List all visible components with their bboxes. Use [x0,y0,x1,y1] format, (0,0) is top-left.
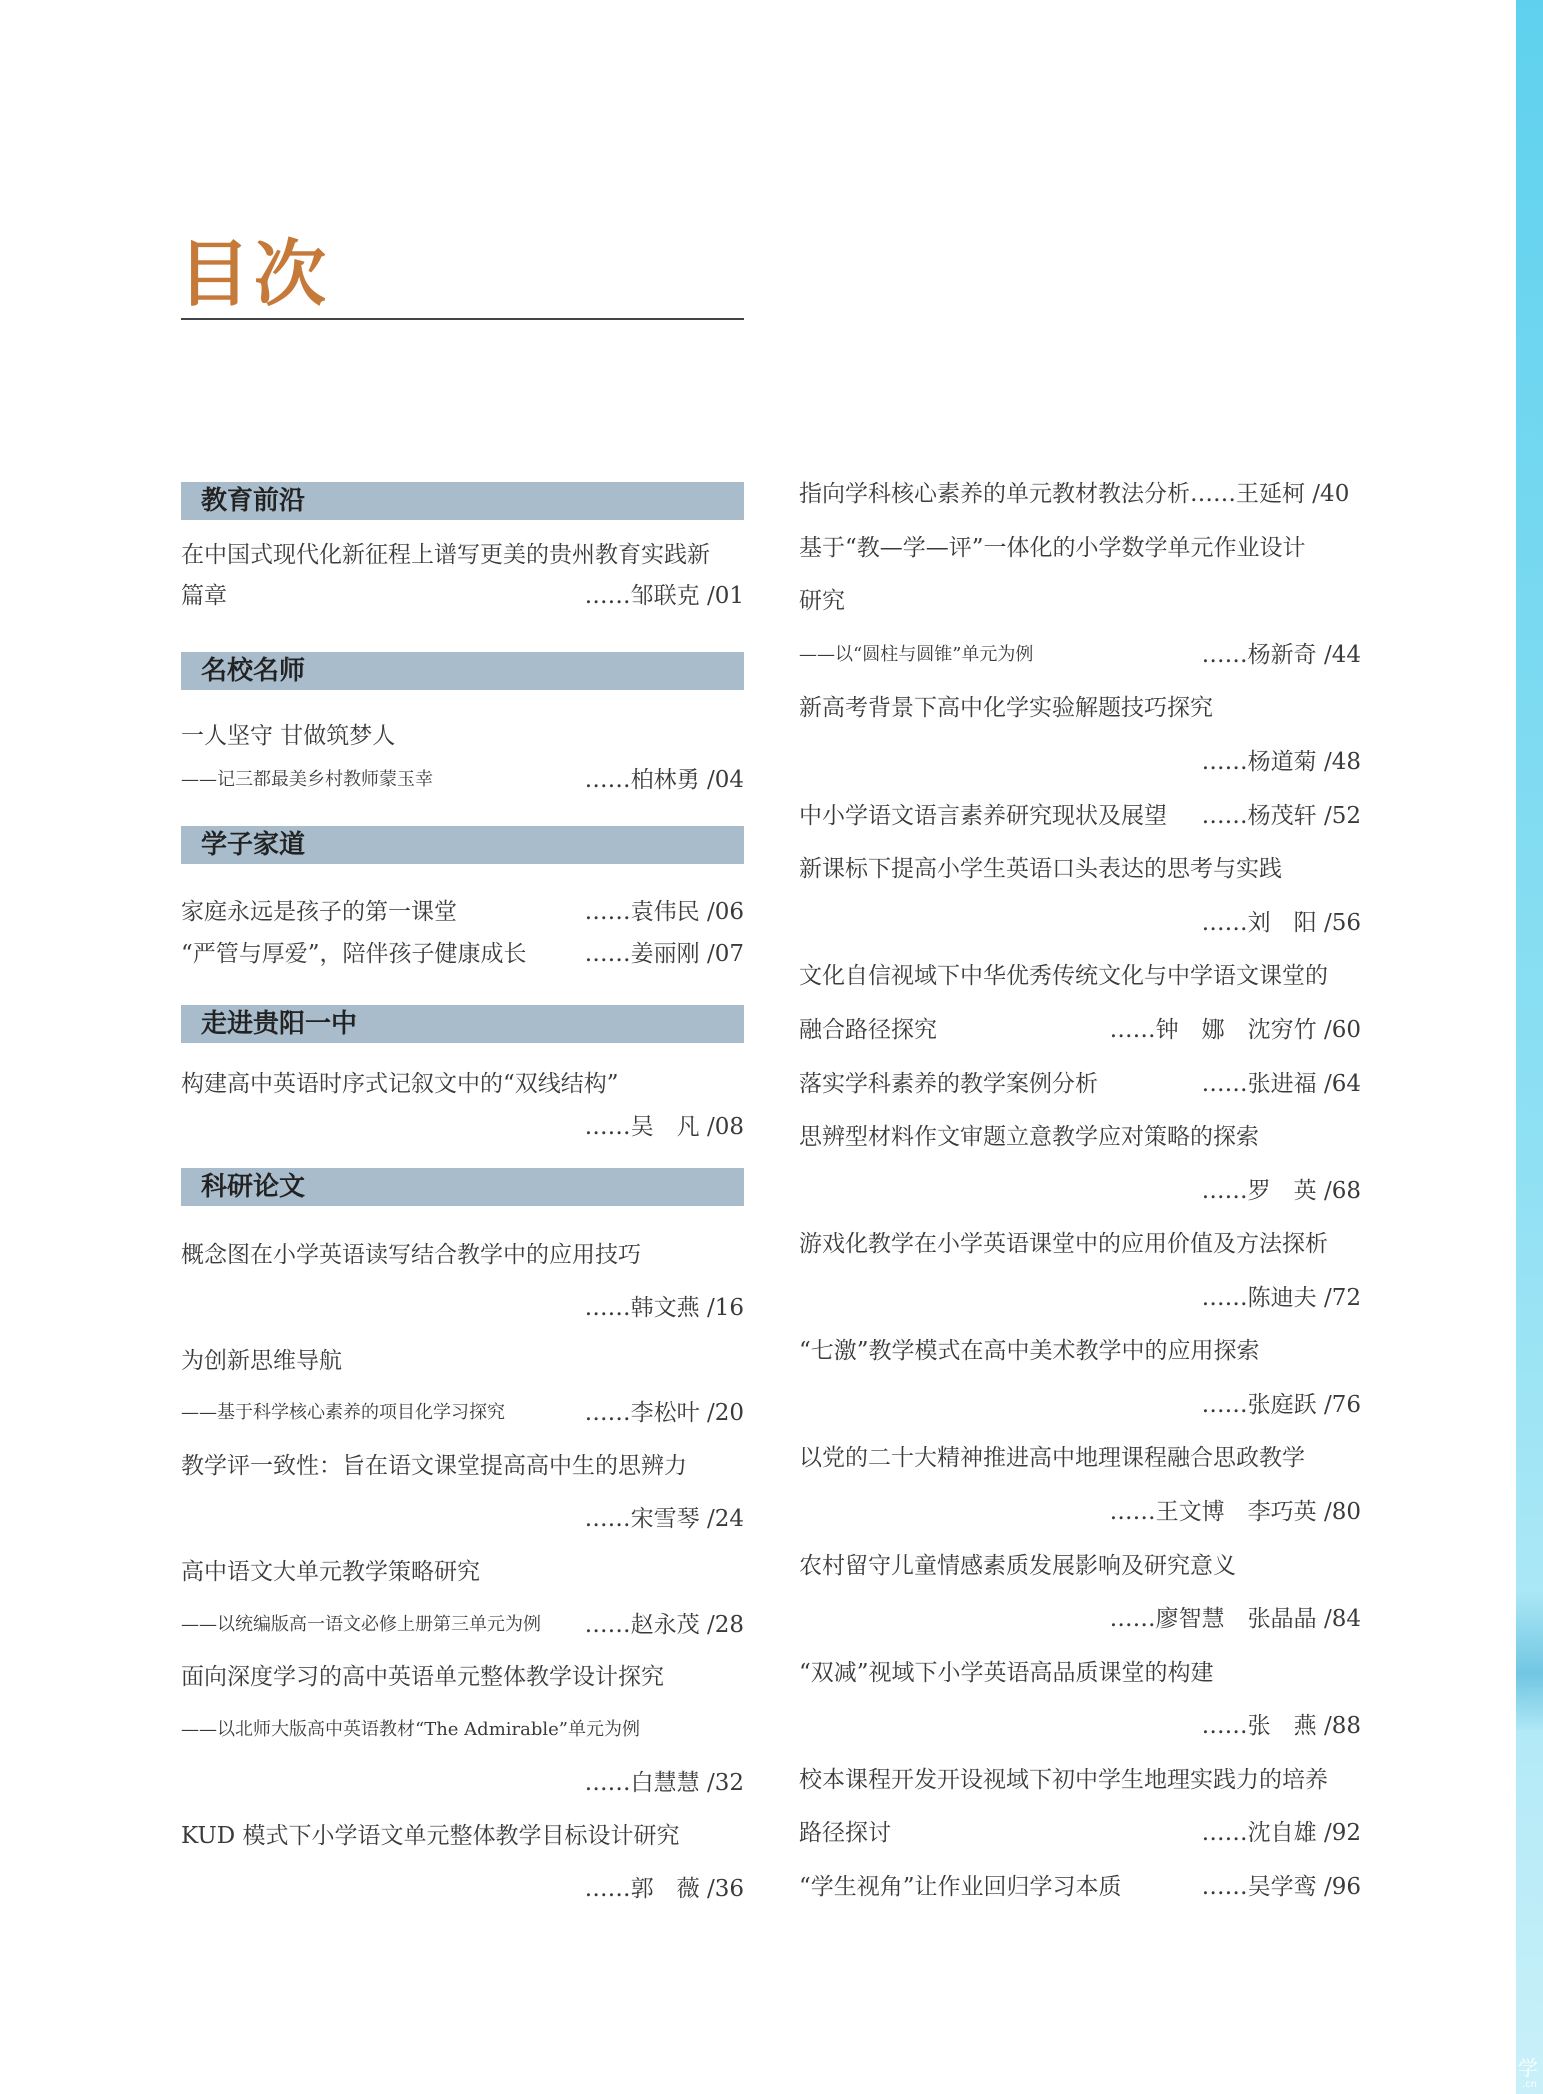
toc-entry[interactable] [799,528,1361,568]
entry-title: 构建高中英语时序式记叙文中的“双线结构” [181,1071,619,1097]
entry-subtitle: ——以北师大版高中英语教材“The Admirable”单元为例 [181,1719,640,1740]
entry-title: 面向深度学习的高中英语单元整体教学设计探究 [181,1664,664,1690]
entry-author-page: ……廖智慧 张晶晶 /84 [1109,1606,1361,1632]
entry-author-page: ……沈自雄 /92 [1201,1820,1361,1846]
entry-subtitle: ——以统编版高一语文必修上册第三单元为例 [181,1614,541,1635]
toc-entry-continued[interactable] [181,1107,744,1147]
toc-entry-continued[interactable] [181,1288,744,1328]
toc-entry[interactable] [799,1331,1361,1371]
toc-entry[interactable] [799,1224,1361,1264]
toc-entry-continued[interactable] [799,1010,1361,1050]
entry-author-page: ……吴学鸾 /96 [1201,1874,1361,1900]
toc-entry[interactable] [799,1653,1361,1693]
entry-author-page: ……姜丽刚 /07 [584,941,744,967]
entry-title: 以党的二十大精神推进高中地理课程融合思政教学 [799,1445,1305,1471]
entry-title: 篇章 [181,583,227,609]
entry-title: 落实学科素养的教学案例分析 [799,1071,1098,1097]
side-wave-decoration [1516,1590,1543,1730]
toc-entry-continued[interactable] [181,1869,744,1909]
toc-entry-continued[interactable] [181,576,744,616]
toc-entry[interactable] [181,892,744,932]
entry-title: 概念图在小学英语读写结合教学中的应用技巧 [181,1242,641,1268]
entry-title: 高中语文大单元教学策略研究 [181,1559,480,1585]
toc-entry[interactable] [181,1657,744,1697]
entry-title: KUD 模式下小学语文单元整体教学目标设计研究 [181,1823,680,1849]
entry-title: 研究 [799,588,845,614]
entry-author-page: ……赵永茂 /28 [584,1612,744,1638]
title-underline [181,318,744,320]
entry-title: 在中国式现代化新征程上谱写更美的贵州教育实践新 [181,542,710,568]
section-heading-famous-schools: 名校名师 [181,652,744,690]
toc-entry[interactable] [799,1064,1361,1104]
entry-title: 一人坚守 甘做筑梦人 [181,723,396,749]
toc-entry[interactable] [181,716,744,756]
toc-entry-subtitle[interactable] [181,760,744,800]
entry-author-page: ……罗 英 /68 [1201,1178,1361,1204]
side-strip-text: 学 [1518,2056,1538,2080]
toc-entry[interactable] [799,796,1361,836]
toc-entry-continued[interactable] [799,1278,1361,1318]
toc-entry-continued[interactable] [799,1171,1361,1211]
entry-title: 中小学语文语言素养研究现状及展望 [799,803,1167,829]
toc-title: 目次 [178,231,331,316]
entry-author-page: ……张庭跃 /76 [1201,1392,1361,1418]
toc-entry[interactable] [799,1760,1361,1800]
entry-title: 思辨型材料作文审题立意教学应对策略的探索 [799,1124,1259,1150]
entry-title: 家庭永远是孩子的第一课堂 [181,899,457,925]
entry-title: 基于“教—学—评”一体化的小学数学单元作业设计 [799,535,1306,561]
toc-entry[interactable] [799,956,1361,996]
section-heading-research: 科研论文 [181,1168,744,1206]
entry-title: 新高考背景下高中化学实验解题技巧探究 [799,695,1213,721]
toc-entry[interactable] [799,688,1361,728]
toc-entry-continued[interactable] [799,1813,1361,1853]
toc-entry-continued[interactable] [799,1599,1361,1639]
toc-entry-continued[interactable] [799,1706,1361,1746]
entry-author-page: ……李松叶 /20 [584,1400,744,1426]
toc-entry-continued[interactable] [799,742,1361,782]
entry-author-page: ……柏林勇 /04 [584,767,744,793]
entry-author-page: ……宋雪琴 /24 [584,1506,744,1532]
entry-title: 路径探讨 [799,1820,891,1846]
entry-author-page: ……陈迪夫 /72 [1201,1285,1361,1311]
section-heading-frontier: 教育前沿 [181,482,744,520]
entry-title: 校本课程开发开设视域下初中学生地理实践力的培养 [799,1767,1328,1793]
toc-entry[interactable] [799,1867,1361,1907]
entry-author-page: ……杨道菊 /48 [1201,749,1361,775]
toc-entry-subtitle[interactable] [181,1393,744,1433]
entry-author-page: ……钟 娜 沈穷竹 /60 [1109,1017,1361,1043]
toc-entry-continued[interactable] [181,1763,744,1803]
toc-entry[interactable] [181,1816,744,1856]
toc-entry-continued[interactable] [799,581,1361,621]
entry-author-page: ……张 燕 /88 [1201,1713,1361,1739]
entry-title: “双减”视域下小学英语高品质课堂的构建 [799,1660,1214,1686]
toc-entry[interactable] [799,849,1361,889]
section-heading-family: 学子家道 [181,826,744,864]
entry-author-page: ……韩文燕 /16 [584,1295,744,1321]
entry-title: “严管与厚爱”，陪伴孩子健康成长 [181,941,527,967]
side-strip-small-text: .cn [1522,2079,1538,2090]
entry-title: 新课标下提高小学生英语口头表达的思考与实践 [799,856,1282,882]
entry-author-page: ……白慧慧 /32 [584,1770,744,1796]
entry-author-page: ……邹联克 /01 [584,583,744,609]
toc-entry[interactable] [181,535,744,575]
toc-entry[interactable] [181,1064,744,1104]
toc-entry[interactable] [181,934,744,974]
toc-entry-continued[interactable] [799,903,1361,943]
entry-author-page: ……张进福 /64 [1201,1071,1361,1097]
toc-entry-subtitle[interactable] [181,1710,744,1750]
entry-author-page: ……杨新奇 /44 [1201,642,1361,668]
toc-entry-subtitle[interactable] [799,635,1361,675]
toc-entry-subtitle[interactable] [181,1605,744,1645]
entry-author-page: ……刘 阳 /56 [1201,910,1361,936]
entry-author-page: ……王文博 李巧英 /80 [1109,1499,1361,1525]
toc-entry[interactable] [799,1546,1361,1586]
entry-title: 为创新思维导航 [181,1348,342,1374]
entry-title-with-author: 指向学科核心素养的单元教材教法分析……王延柯 /40 [799,481,1350,507]
side-decoration-strip [1516,0,1543,2094]
entry-title: “学生视角”让作业回归学习本质 [799,1874,1122,1900]
entry-author-page: ……吴 凡 /08 [584,1114,744,1140]
entry-subtitle: ——基于科学核心素养的项目化学习探究 [181,1402,505,1423]
entry-title: 游戏化教学在小学英语课堂中的应用价值及方法探析 [799,1231,1328,1257]
toc-entry[interactable] [181,1235,744,1275]
toc-entry-continued[interactable] [799,1385,1361,1425]
toc-entry[interactable] [799,1438,1361,1478]
toc-entry[interactable] [181,1552,744,1592]
entry-author-page: ……杨茂轩 /52 [1201,803,1361,829]
section-heading-guiyang-no1: 走进贵阳一中 [181,1005,744,1043]
toc-entry[interactable] [799,474,1361,514]
toc-entry-continued[interactable] [181,1499,744,1539]
entry-title: 文化自信视域下中华优秀传统文化与中学语文课堂的 [799,963,1328,989]
toc-entry-continued[interactable] [799,1492,1361,1532]
entry-subtitle: ——以“圆柱与圆锥”单元为例 [799,644,1034,665]
entry-subtitle: ——记三都最美乡村教师蒙玉幸 [181,769,433,790]
entry-author-page: ……郭 薇 /36 [584,1876,744,1902]
entry-title: 融合路径探究 [799,1017,937,1043]
entry-title: 教学评一致性：旨在语文课堂提高高中生的思辨力 [181,1453,687,1479]
entry-title: “七激”教学模式在高中美术教学中的应用探索 [799,1338,1260,1364]
toc-entry[interactable] [181,1446,744,1486]
toc-entry[interactable] [799,1117,1361,1157]
entry-title: 农村留守儿童情感素质发展影响及研究意义 [799,1553,1236,1579]
toc-entry[interactable] [181,1341,744,1381]
entry-author-page: ……袁伟民 /06 [584,899,744,925]
